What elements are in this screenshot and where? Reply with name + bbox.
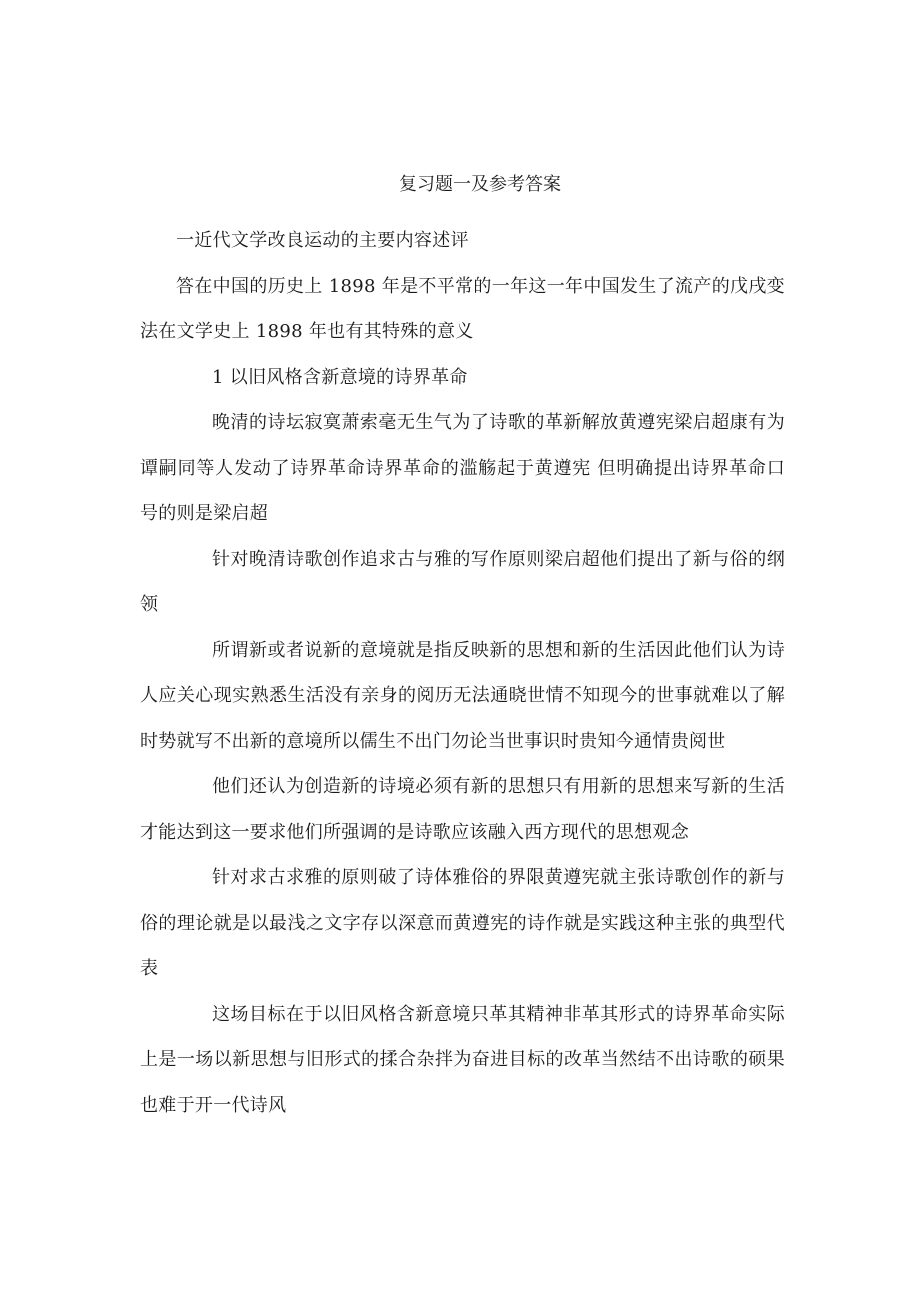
body-paragraph: 晚清的诗坛寂寞萧索毫无生气为了诗歌的革新解放黄遵宪梁启超康有为谭嗣同等人发动了诗界革命诗界革命的滥觞起于黄遵宪 但明确提出诗界革命口号的则是梁启超 (140, 412, 785, 524)
section-heading: 一近代文学改良运动的主要内容述评 (176, 230, 469, 251)
body-paragraph: 针对求古求雅的原则破了诗体雅俗的界限黄遵宪就主张诗歌创作的新与俗的理论就是以最浅之文字存以深意而黄遵宪的诗作就是实践这种主张的典型代表 (140, 867, 785, 979)
body-paragraph: 所谓新或者说新的意境就是指反映新的思想和新的生活因此他们认为诗人应关心现实熟悉生活没有亲身的阅历无法通晓世情不知现今的世事就难以了解时势就写不出新的意境所以儒生不出门勿论当世事识时贵知今通情贵阅世 (140, 639, 785, 752)
document-body (140, 218, 785, 1128)
document-title: 复习题一及参考答案 (399, 174, 561, 195)
body-paragraph: 针对晚清诗歌创作追求古与雅的写作原则梁启超他们提出了新与俗的纲领 (140, 548, 785, 615)
subsection-heading: 1 以旧风格含新意境的诗界革命 (212, 366, 468, 388)
body-paragraph: 他们还认为创造新的诗境必须有新的思想只有用新的思想来写新的生活才能达到这一要求他们所强调的是诗歌应该融入西方现代的思想观念 (140, 776, 785, 843)
answer-intro-paragraph: 答在中国的历史上 1898 年是不平常的一年这一年中国发生了流产的戊戌变法在文学史上 1898 年也有其特殊的意义 (140, 275, 785, 342)
body-paragraph: 这场目标在于以旧风格含新意境只革其精神非革其形式的诗界革命实际上是一场以新思想与旧形式的揉合杂拌为奋进目标的改革当然结不出诗歌的硕果也难于开一代诗风 (140, 1003, 785, 1116)
